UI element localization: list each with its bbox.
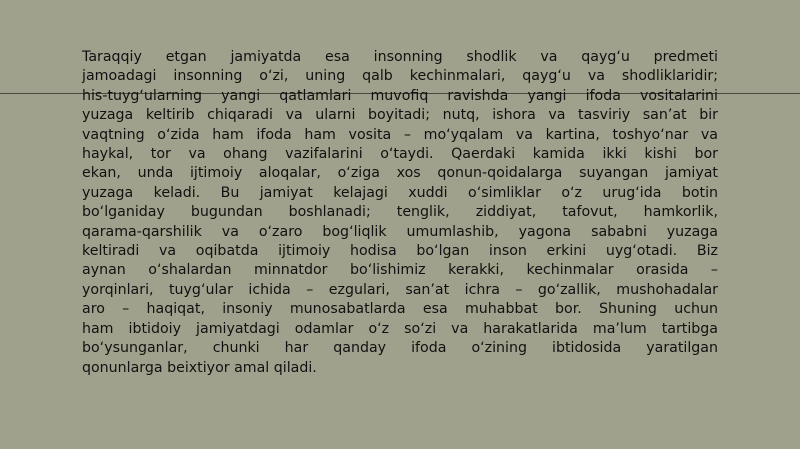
paragraph-line: jamoadagi insonning o‘zi, uning qalb kechinmalari, qayg‘u va shodliklaridir; [82, 68, 718, 85]
body-paragraph [82, 48, 718, 378]
paragraph-line: aro – haqiqat, insoniy munosabatlarda esa muhabbat bor. Shuning uchun [82, 301, 718, 318]
paragraph-line: bo‘lganiday bugundan boshlanadi; tenglik, ziddiyat, tafovut, hamkorlik, [82, 204, 718, 221]
paragraph-line: haykal, tor va ohang vazifalarini o‘taydi. Qaerdaki kamida ikki kishi bor [82, 146, 718, 163]
paragraph-line: yorqinlari, tuyg‘ular ichida – ezgulari, san’at ichra – go‘zallik, mushohadalar [82, 281, 718, 298]
paragraph-line: aynan o‘shalardan minnatdor bo‘lishimiz kerakki, kechinmalar orasida – [82, 262, 718, 279]
paragraph-line: vaqtning o‘zida ham ifoda ham vosita – mo‘yqalam va kartina, toshyo‘nar va [82, 126, 718, 143]
paragraph-line: yuzaga keltirib chiqaradi va ularni boyitadi; nutq, ishora va tasviriy san’at bir [82, 107, 718, 124]
paragraph-line: Taraqqiy etgan jamiyatda esa insonning shodlik va qayg‘u predmeti [82, 49, 718, 65]
paragraph-line: his-tuyg‘ularning yangi qatlamlari muvofiq ravishda yangi ifoda vositalarini [82, 87, 718, 104]
paragraph-line: keltiradi va oqibatda ijtimoiy hodisa bo‘lgan inson erkini uyg‘otadi. Biz [82, 243, 718, 260]
paragraph-line: ekan, unda ijtimoiy aloqalar, o‘ziga xos qonun-qoidalarga suyangan jamiyat [82, 165, 718, 182]
paragraph-line: bo‘ysunganlar, chunki har qanday ifoda o‘zining ibtidosida yaratilgan [82, 340, 718, 357]
paragraph-line: qarama-qarshilik va o‘zaro bog‘liqlik umumlashib, yagona sababni yuzaga [82, 223, 718, 240]
paragraph-line: yuzaga keladi. Bu jamiyat kelajagi xuddi o‘simliklar o‘z urug‘ida botin [82, 184, 718, 201]
paragraph-line: qonunlarga beixtiyor amal qiladi. [82, 359, 317, 376]
paragraph-line: ham ibtidoiy jamiyatdagi odamlar o‘z so‘zi va harakatlarida ma’lum tartibga [82, 320, 718, 337]
